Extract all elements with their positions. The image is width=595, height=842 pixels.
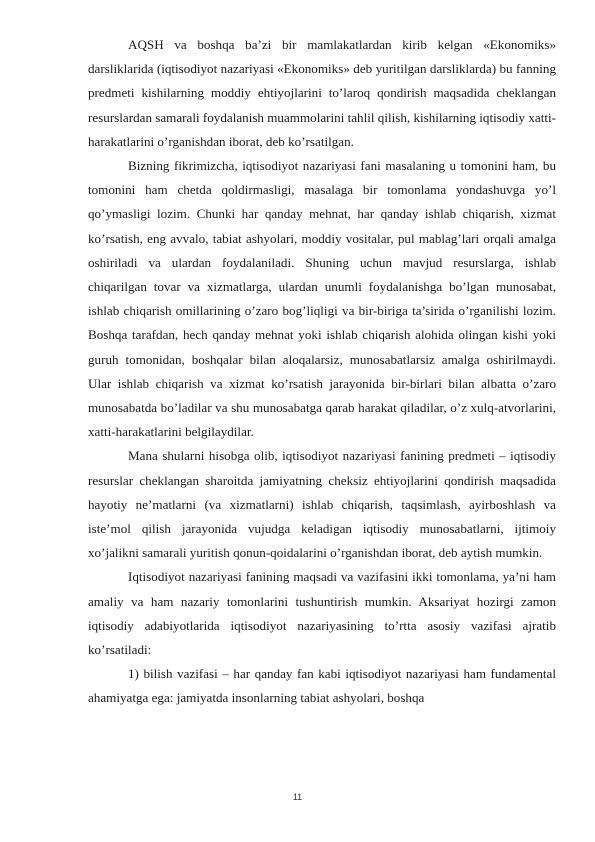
paragraph-3: Mana shularni hisobga olib, iqtisodiyot nazariyasi fanining predmeti – iqtisodiy resurslar cheklangan sharoitda jamiyatning cheksiz ehtiyojlarini qondirish maqsadida hayotiy ne’matlarni (va xizmatlarni) ishlab chiqarish, taqsimlash, ayirboshlash va iste’mol qilish jarayonida vujudga keladigan iqtisodiy munosabatlarni, ijtimoiy xo’jalikni samarali yuritish qonun-qoidalarini o’rganishdan iborat, deb aytish mumkin.	[88, 448, 556, 561]
paragraph-2: Bizning fikrimizcha, iqtisodiyot nazariyasi fani masalaning u tomonini ham, bu tomonini ham chetda qoldirmasligi, masalaga bir tomonlama yondashuvga yo’l qo’ymasligi lozim. Chunki har qanday mehnat, har qanday ishlab chiqarish, xizmat ko’rsatish, eng avvalo, tabiat ashyolari, moddiy vositalar, pul mablag’lari orqali amalga oshiriladi va ulardan foydalaniladi. Shuning uchun mavjud resurslarga, ishlab chiqarilgan tovar va xizmatlarga, ulardan unumli foydalanishga bo’lgan munosabat, ishlab chiqarish omillarining o’zaro bog’liqligi va bir-biriga ta’sirida o’rganilishi lozim. Boshqa tarafdan, hech qanday mehnat yoki ishlab chiqarish alohida olingan kishi yoki guruh tomonidan, boshqalar bilan aloqalarsiz, munosabatlarsiz amalga oshirilmaydi. Ular ishlab chiqarish va xizmat ko’rsatish jarayonida bir-birlari bilan albatta o’zaro munosabatda bo’ladilar va shu munosabatga qarab harakat qiladilar, o’z xulq-atvorlarini, xatti-harakatlarini belgilaydilar.	[88, 158, 556, 440]
paragraph-5-list-item: 1) bilish vazifasi – har qanday fan kabi iqtisodiyot nazariyasi ham fundamental ahamiyatga ega: jamiyatda insonlarning tabiat ashyolari, boshqa	[88, 666, 556, 706]
paragraph-1: AQSH va boshqa ba’zi bir mamlakatlardan kirib kelgan «Ekonomiks» darsliklarida (iqtisodiyot nazariyasi «Ekonomiks» deb yuritilgan darsliklarda) bu fanning predmeti kishilarning moddiy ehtiyojlarini to’laroq qondirish maqsadida cheklangan resurslardan samarali foydalanish muammolarini tahlil qilish, kishilarning iqtisodiy xatti-harakatlarini o’rganishdan iborat, deb ko’rsatilgan.	[88, 37, 557, 149]
document-page	[88, 33, 556, 711]
paragraph-4: Iqtisodiyot nazariyasi fanining maqsadi va vazifasini ikki tomonlama, ya’ni ham amaliy va ham nazariy tomonlarini tushuntirish mumkin. Aksariyat hozirgi zamon iqtisodiy adabiyotlarida iqtisodiyot nazariyasining to’rtta asosiy vazifasi ajratib ko’rsatiladi:	[88, 569, 556, 658]
page-number: 11	[292, 792, 303, 802]
